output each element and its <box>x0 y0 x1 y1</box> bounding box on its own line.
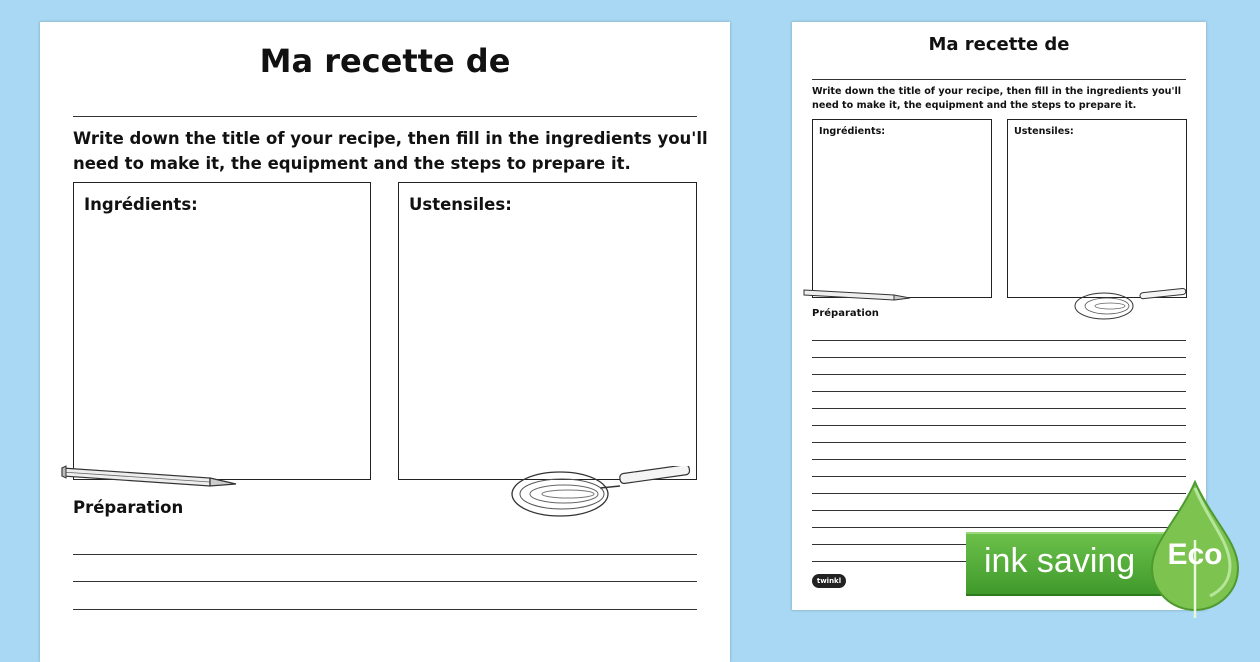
preparation-heading: Préparation <box>73 498 184 517</box>
whisk-icon <box>510 466 700 526</box>
pencil-icon <box>60 462 240 492</box>
writing-line <box>73 581 697 582</box>
ingredients-box <box>812 119 992 298</box>
worksheet-title: Ma recette de <box>928 34 1070 55</box>
utensils-box <box>398 182 697 480</box>
title-write-line <box>812 79 1186 80</box>
writing-line <box>812 340 1186 341</box>
writing-line <box>73 554 697 555</box>
title-write-line <box>73 116 697 117</box>
preparation-writing-lines <box>73 554 697 634</box>
writing-line <box>812 391 1186 392</box>
writing-line <box>812 442 1186 443</box>
writing-line <box>73 609 697 610</box>
ingredients-box <box>73 182 371 480</box>
instructions-text: Write down the title of your recipe, then fill in the ingredients you'll need to make it, the equipment and the steps to prepare it. <box>812 86 1182 111</box>
ingredients-label: Ingrédients: <box>819 126 886 137</box>
utensils-box <box>1007 119 1187 298</box>
twinkl-logo: twinkl <box>812 574 846 588</box>
ingredients-label: Ingrédients: <box>84 195 198 214</box>
instructions-text: Write down the title of your recipe, then fill in the ingredients you'll need to make it, the equipment and the steps to prepare it. <box>73 129 708 173</box>
writing-line <box>812 425 1186 426</box>
utensils-label: Ustensiles: <box>1014 126 1074 137</box>
eco-ink-saving-badge <box>966 480 1256 620</box>
ink-saving-text: ink saving <box>984 542 1136 580</box>
worksheet-title: Ma recette de <box>259 42 511 80</box>
writing-line <box>812 408 1186 409</box>
worksheet-preview-large <box>40 22 730 662</box>
writing-line <box>812 476 1186 477</box>
writing-line <box>812 357 1186 358</box>
eco-label: Eco <box>1167 538 1223 571</box>
utensils-label: Ustensiles: <box>409 195 512 214</box>
pencil-icon <box>802 286 912 304</box>
writing-line <box>812 459 1186 460</box>
whisk-icon <box>1074 288 1190 324</box>
ink-saving-banner <box>966 532 1176 596</box>
preparation-heading: Préparation <box>812 308 879 319</box>
writing-line <box>812 374 1186 375</box>
